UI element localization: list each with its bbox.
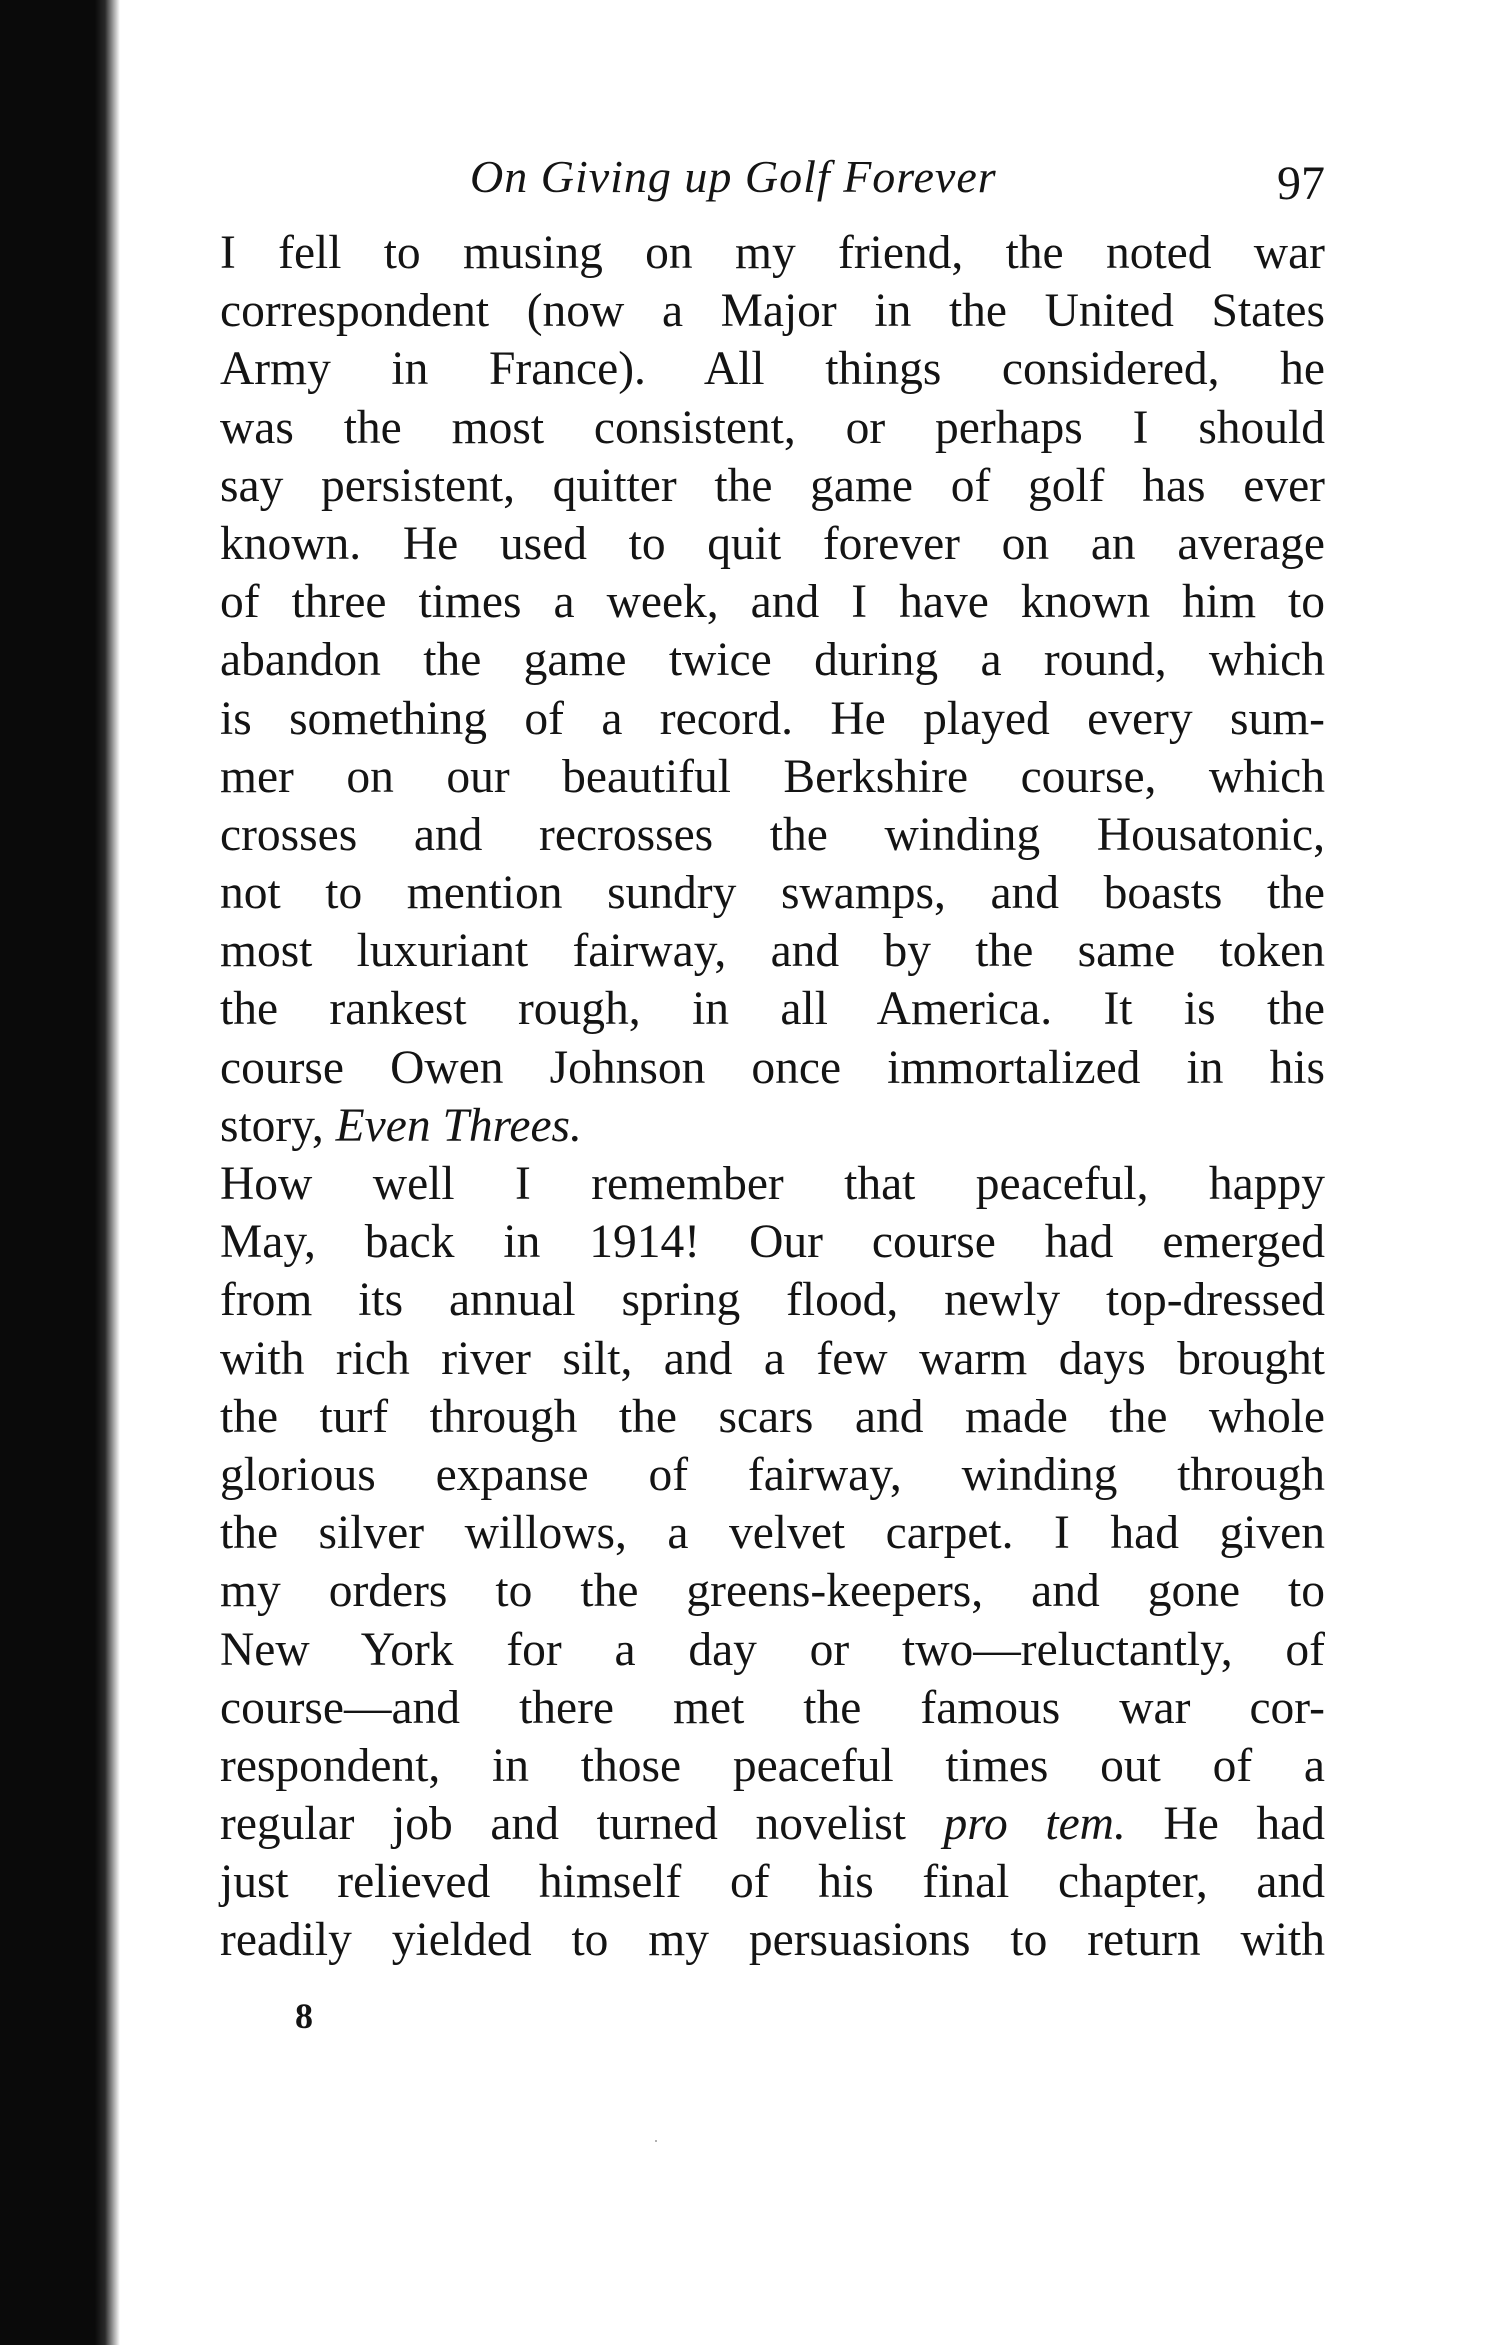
text-line: abandon the game twice during a round, which [220,634,1325,687]
text-fragment: He had [1125,1798,1325,1851]
text-fragment: regular job and turned novelist [220,1798,944,1851]
text-line: How well I remember that peaceful, happy [220,1158,1325,1210]
text-line: respondent, in those peaceful times out of a [220,1739,1325,1792]
story-title-italic: Even Threes. [335,1099,582,1152]
text-line: most luxuriant fairway, and by the same token [220,925,1325,978]
text-line: glorious expanse of fairway, winding through [220,1448,1325,1501]
text-line: course—and there met the famous war cor- [220,1681,1325,1734]
text-line: the rankest rough, in all America. It is the [220,983,1325,1036]
text-line: mer on our beautiful Berkshire course, which [220,750,1325,803]
text-line: of three times a week, and I have known him to [220,576,1325,629]
binding-shadow [0,0,120,2345]
text-line: New York for a day or two—reluctantly, of [220,1623,1325,1676]
text-line-story-title [220,1097,1325,1155]
text-line: course Owen Johnson once immortalized in his [220,1041,1325,1094]
signature-mark: 8 [295,1996,313,2036]
text-fragment: story, [220,1099,336,1152]
text-line: with rich river silt, and a few warm days brought [220,1332,1325,1385]
scan-speck [655,2140,657,2142]
text-line: correspondent (now a Major in the United States [220,285,1325,338]
text-line: May, back in 1914! Our course had emerged [220,1216,1325,1269]
text-line: from its annual spring flood, newly top-dressed [220,1274,1325,1327]
text-line: known. He used to quit forever on an average [220,517,1325,570]
text-line: Army in France). All things considered, he [220,343,1325,396]
text-line: the turf through the scars and made the whole [220,1390,1325,1443]
text-line-pro-tem [220,1795,1325,1853]
text-line: readily yielded to my persuasions to return with [220,1914,1325,1967]
text-line: I fell to musing on my friend, the noted war [220,227,1325,279]
text-line: crosses and recrosses the winding Housatonic, [220,808,1325,861]
text-line: was the most consistent, or perhaps I should [220,401,1325,454]
body-text [220,224,1325,1970]
running-head-title: On Giving up Golf Forever [470,151,997,202]
page-number: 97 [1277,157,1325,210]
pro-tem-italic: pro tem. [943,1798,1126,1851]
book-page [220,150,1325,1970]
text-line: the silver willows, a velvet carpet. I had given [220,1507,1325,1560]
text-line: my orders to the greens-keepers, and gone to [220,1565,1325,1618]
running-head [220,150,1325,220]
text-line: just relieved himself of his final chapter, and [220,1856,1325,1909]
text-line: not to mention sundry swamps, and boasts the [220,867,1325,920]
text-line: is something of a record. He played every sum- [220,692,1325,745]
text-line: say persistent, quitter the game of golf has ever [220,459,1325,512]
